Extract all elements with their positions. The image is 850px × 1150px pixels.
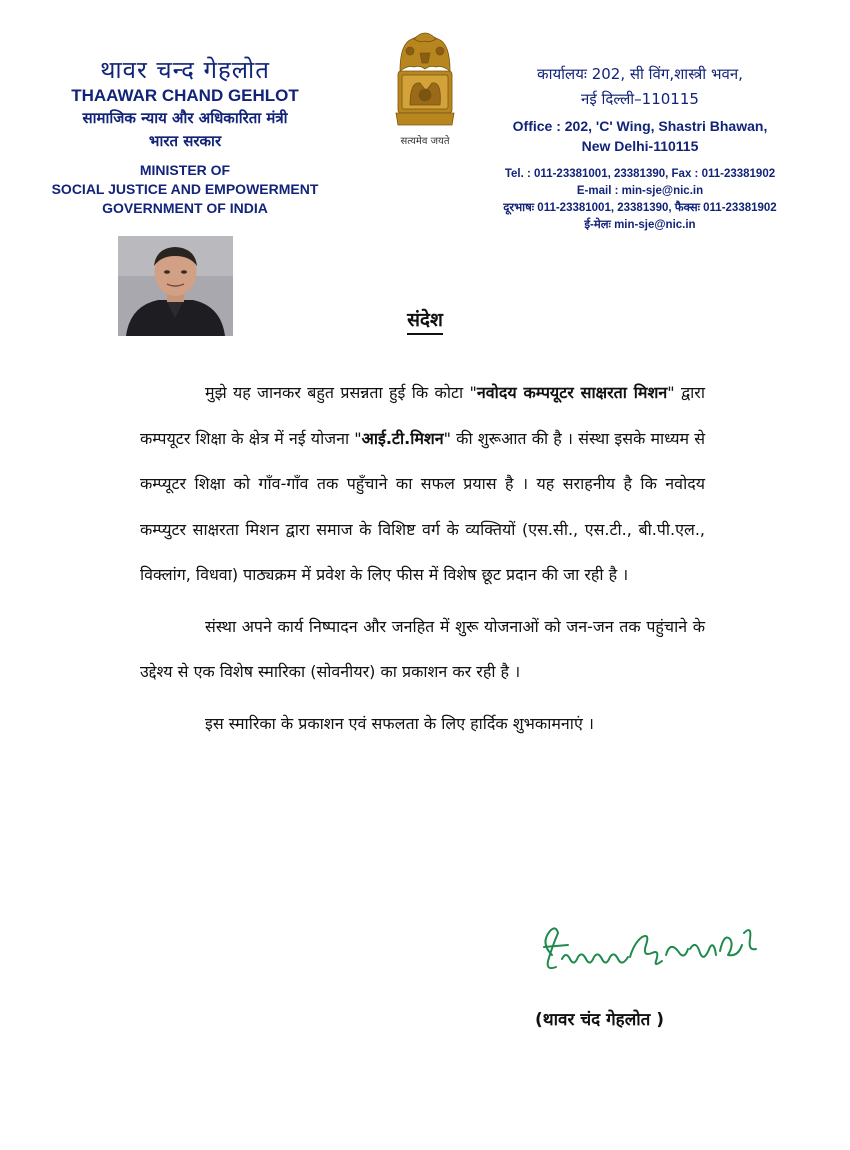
message-paragraph-2: संस्था अपने कार्य निष्पादन और जनहित में शुरू योजनाओं को जन-जन तक पहुंचाने के उद्देश्य से एक विशेष स्मारिका (सोवनीयर) का प्रकाशन कर रही है । <box>140 616 705 681</box>
signature-icon <box>538 915 768 985</box>
signature-block <box>538 915 768 985</box>
telephone-english: Tel. : 011-23381001, 23381390, Fax : 011-23381902 <box>504 168 776 180</box>
emblem-motto: सत्यमेव जयते <box>400 136 450 147</box>
p1-part-e: " की शुरूआत की है । संस्था इसके माध्यम से कम्प्यूटर शिक्षा को गाँव-गाँव तक पहुँचाने का सफल प्रयास है । यह सराहनीय है कि नवोदय कम्प्युटर साक्षरता मिशन द्वारा समाज के विशिष्ट वर्ग के व्यक्तियों (एस.सी., एस.टी., बी.पी.एल., विक्लांग, विधवा) पाठ्यक्रम में प्रवेश के लिए फीस में विशेष छूट प्रदान की जा रही है । <box>140 428 706 584</box>
message-paragraph-1 <box>140 370 705 598</box>
office-address-block <box>470 62 810 234</box>
government-hindi: भारत सरकार <box>148 132 222 150</box>
p1-part-a: मुझे यह जानकर बहुत प्रसन्नता हुई कि कोटा " <box>205 383 477 402</box>
signatory-name: (थावर चंद गेहलोत ) <box>535 1010 665 1030</box>
p1-it-mission: आई.टी.मिशन <box>361 428 444 448</box>
state-emblem-icon <box>380 25 470 155</box>
p1-part-c: " द्वारा कम्पयूटर शिक्षा के क्षेत्र में नई योजना " <box>140 383 705 448</box>
minister-title-hindi: सामाजिक न्याय और अधिकारिता मंत्री <box>82 109 288 127</box>
emblem-block <box>380 25 470 155</box>
p1-mission-name: नवोदय कम्पयूटर साक्षरता मिशन <box>476 383 668 402</box>
minister-header-left <box>40 55 330 218</box>
message-body <box>140 370 705 752</box>
email-english: E-mail : min-sje@nic.in <box>576 185 704 197</box>
office-address-english-2: New Delhi-110115 <box>581 138 699 154</box>
minister-title-english-2: SOCIAL JUSTICE AND EMPOWERMENT <box>51 181 319 197</box>
government-english: GOVERNMENT OF INDIA <box>102 200 268 216</box>
office-address-hindi-1: कार्यालयः 202, सी विंग,शास्त्री भवन, <box>537 65 743 83</box>
telephone-hindi: दूरभाषः 011-23381001, 23381390, फैक्सः 011-23381902 <box>503 202 777 214</box>
message-heading: संदेश <box>407 309 443 335</box>
message-paragraph-3: इस स्मारिका के प्रकाशन एवं सफलता के लिए हार्दिक शुभकामनाएं । <box>205 713 594 733</box>
minister-name-hindi: थावर चन्द गेहलोत <box>100 56 270 84</box>
office-address-english-1: Office : 202, 'C' Wing, Shastri Bhawan, <box>512 118 768 134</box>
minister-name-english: THAAWAR CHAND GEHLOT <box>71 86 299 105</box>
office-address-hindi-2: नई दिल्ली–110115 <box>581 90 699 108</box>
email-hindi: ई-मेलः min-sje@nic.in <box>584 219 696 231</box>
minister-title-english-1: MINISTER OF <box>139 162 231 178</box>
message-heading-wrap <box>0 306 850 332</box>
